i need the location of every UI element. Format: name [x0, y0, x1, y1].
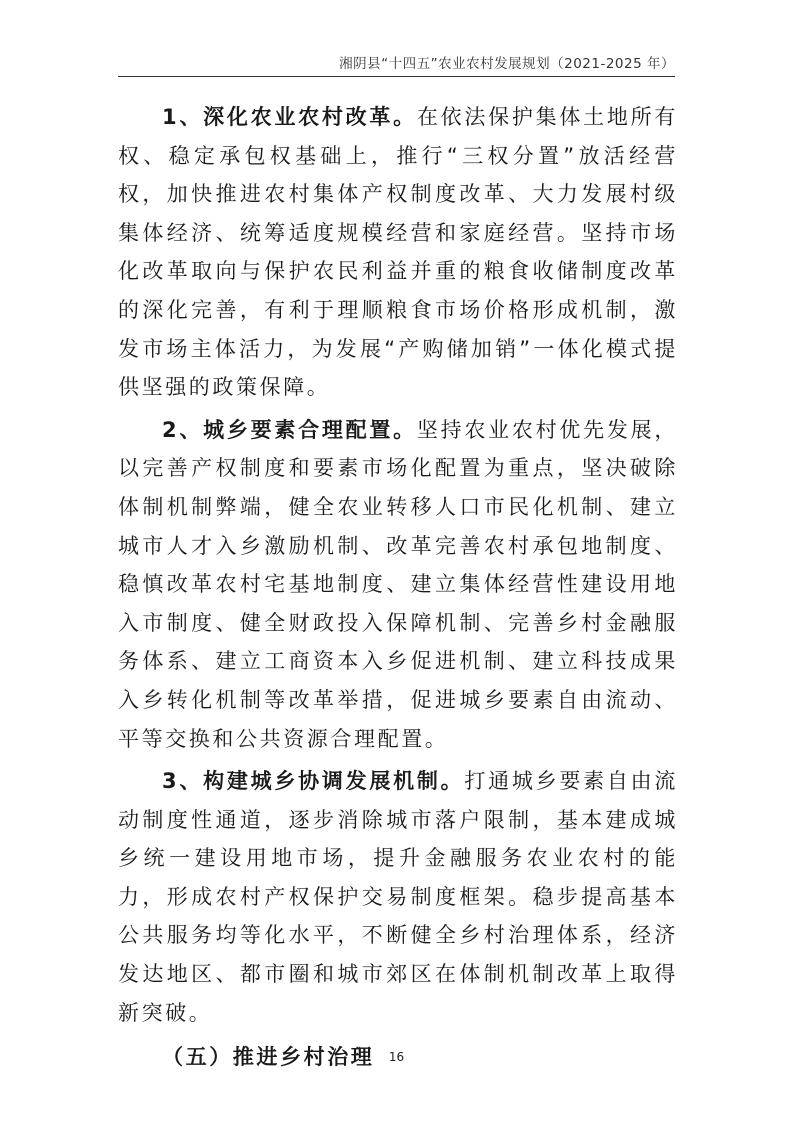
page-header	[118, 52, 675, 77]
document-body	[118, 98, 678, 1077]
running-title: 湘阴县“十四五”农业农村发展规划（2021-2025 年）	[339, 56, 675, 72]
paragraph-lead: 2、城乡要素合理配置。	[162, 417, 417, 442]
paragraph-text: 坚持农业农村优先发展，以完善产权制度和要素市场化配置为重点，坚决破除体制机制弊端，健全农业转移人口市民化机制、建立城市人才入乡激励机制、改革完善农村承包地制度、稳慎改革农村宅基地制度、建立集体经营性建设用地入市制度、健全财政投入保障机制、完善乡村金融服务体系、建立工商资本入乡促进机制、建立科技成果入乡转化机制等改革举措，促进城乡要素自由流动、平等交换和公共资源合理配置。	[118, 417, 678, 751]
paragraph-factor-allocation	[118, 411, 678, 758]
paragraph-lead: 1、深化农业农村改革。	[162, 105, 417, 129]
paragraph-text: 在依法保护集体土地所有权、稳定承包权基础上，推行“三权分置”放活经营权，加快推进农村集体产权制度改革、大力发展村级集体经济、统筹适度规模经营和家庭经营。坚持市场化改革取向与保护农民利益并重的粮食收储制度改革的深化完善，有利于理顺粮食市场价格形成机制，激发市场主体活力，为发展“产购储加销”一体化模式提供坚强的政策保障。	[118, 105, 678, 400]
paragraph-coordination-mechanism	[118, 762, 678, 1032]
paragraph-lead: 3、构建城乡协调发展机制。	[162, 769, 465, 794]
page-number: 16	[388, 1050, 405, 1064]
paragraph-rural-reform	[118, 98, 678, 407]
paragraph-text: 打通城乡要素自由流动制度性通道，逐步消除城市落户限制，基本建成城乡统一建设用地市场，提升金融服务农业农村的能力，形成农村产权保护交易制度框架。稳步提高基本公共服务均等化水平，不断健全乡村治理体系，经济发达地区、都市圈和城市郊区在体制机制改革上取得新突破。	[118, 769, 678, 1025]
section-heading: （五）推进乡村治理	[162, 1045, 375, 1070]
